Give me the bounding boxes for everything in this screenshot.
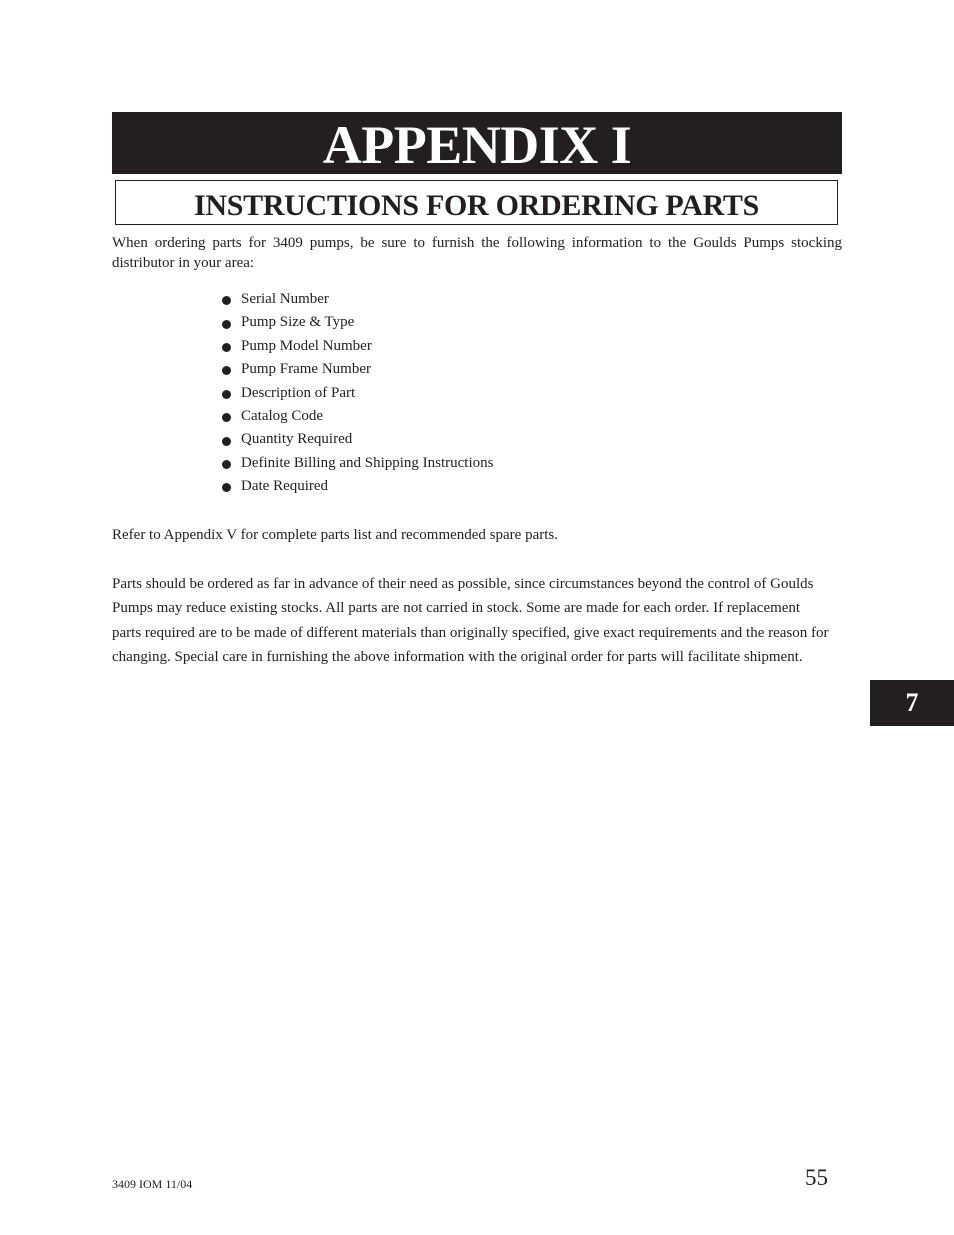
list-item-label: Definite Billing and Shipping Instructions (241, 454, 494, 471)
list-item (222, 452, 493, 475)
list-item (222, 475, 493, 498)
page-title: APPENDIX I (322, 115, 632, 175)
bullet-icon (222, 437, 231, 446)
list-item-label: Pump Size & Type (241, 314, 355, 331)
list-item-label: Date Required (241, 478, 329, 495)
page-number: 55 (805, 1165, 828, 1190)
list-item-label: Pump Frame Number (241, 361, 371, 378)
bullet-icon (222, 460, 231, 469)
appendix-title-bar (112, 112, 842, 174)
bullet-icon (222, 483, 231, 492)
bullet-icon (222, 343, 231, 352)
bullet-icon (222, 296, 231, 305)
section-heading-box (115, 180, 838, 225)
required-info-list (222, 288, 493, 499)
bullet-icon (222, 413, 231, 422)
list-item (222, 428, 493, 451)
list-item (222, 358, 493, 381)
section-heading: INSTRUCTIONS FOR ORDERING PARTS (193, 188, 759, 222)
list-item-label: Serial Number (241, 291, 329, 307)
list-item (222, 382, 493, 405)
refer-note: Refer to Appendix V for complete parts list and recommended spare parts. (112, 527, 558, 543)
bullet-icon (222, 320, 231, 329)
list-item-label: Catalog Code (241, 407, 324, 424)
list-item-label: Pump Model Number (241, 337, 372, 354)
list-item (222, 288, 493, 311)
list-item (222, 335, 493, 358)
list-item-label: Description of Part (241, 384, 356, 401)
list-item (222, 405, 493, 428)
section-tab (870, 680, 954, 726)
list-item-label: Quantity Required (241, 431, 353, 448)
bullet-icon (222, 390, 231, 399)
ordering-note: Parts should be ordered as far in advance of their need as possible, since circumstances beyond the control of Goulds Pumps may reduce existing stocks. All parts are not carried in stock. Some are made for each order. If replacement parts required are to be made of different materials than originally specified, give exact requirements and the reason for changing. Special care in furnishing the above information with the original order for parts will facilitate shipment. (112, 576, 829, 666)
intro-paragraph: When ordering parts for 3409 pumps, be sure to furnish the following information to the Goulds Pumps stocking distributor in your area: (112, 235, 842, 271)
document-code: 3409 IOM 11/04 (112, 1177, 193, 1191)
list-item (222, 311, 493, 334)
section-tab-label: 7 (905, 688, 919, 717)
bullet-icon (222, 366, 231, 375)
